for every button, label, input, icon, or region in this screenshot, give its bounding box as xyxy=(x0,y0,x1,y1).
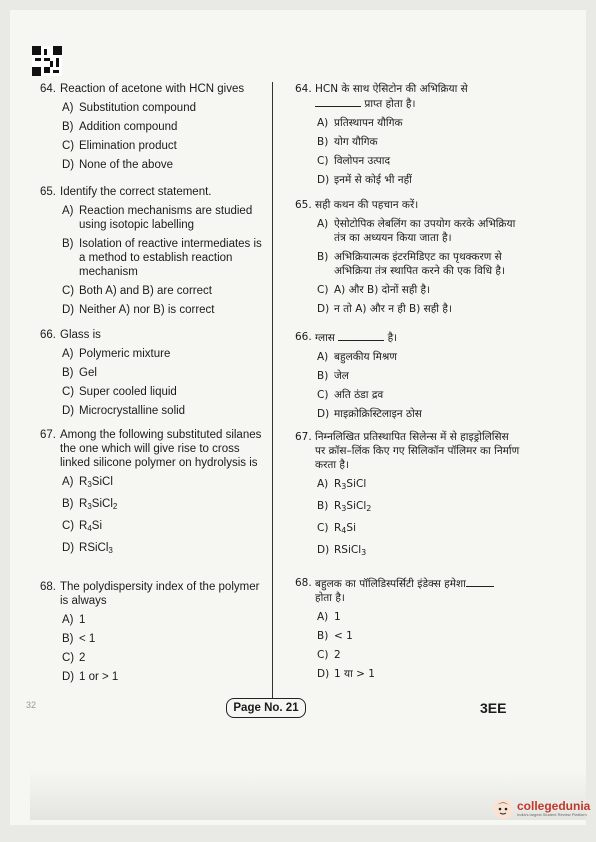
option-a: A) $R_3SiCl$ xyxy=(40,475,265,492)
question-68-hi: 68. बहुलक का पॉलिडिस्पर्सिटी इंडेक्स हमेशा होता है। A) 1 B) < 1 C) 2 D) 1 या > 1 xyxy=(295,576,520,681)
option-c: C) विलोपन उत्पाद xyxy=(317,155,391,167)
option-a: A) प्रतिस्थापन यौगिक xyxy=(317,117,403,129)
option-c: C) Elimination product xyxy=(62,140,177,152)
option-d: D) RSiCl$_3$ xyxy=(40,541,265,558)
formula: RSiCl$_3$ xyxy=(334,544,367,557)
question-64-en: 64. Reaction of acetone with HCN gives A) Substitution compound B) Addition compound C) Elimination product D) None of the above xyxy=(40,82,265,172)
option-b: B) < 1 xyxy=(317,630,353,642)
option-a: A) 1 xyxy=(317,611,341,623)
option-d: D) None of the above xyxy=(62,159,173,171)
formula: $R_4Si$ xyxy=(334,522,356,535)
question-67-en: 67. Among the following substituted silanes the one which will give rise to cross linked silicone polymer on hydrolysis is A) $R_3SiCl$ B) $R_3SiCl_2$ C) $R_4Si$ D) RSiCl$_3$ xyxy=(40,428,265,558)
option-b: B) अभिक्रियात्मक इंटरमिडिएट का पृथक्करण से अभिक्रिया तंत्र स्थापित करने की एक विधि है। xyxy=(317,251,505,277)
option-c: C) 2 xyxy=(62,652,86,664)
collegedunia-watermark xyxy=(492,798,590,820)
question-65-en: 65. Identify the correct statement. A) Reaction mechanisms are studied using isotopic labelling B) Isolation of reactive intermediates is a method to establish reaction mechanism C) Both A) and B) are correct D) Neither A) nor B) is correct xyxy=(40,185,265,317)
option-d: D) माइक्रोक्रिस्टिलाइन ठोस xyxy=(317,408,422,420)
option-b: B) योग यौगिक xyxy=(317,136,378,148)
option-a: A) $R_3SiCl$ xyxy=(295,477,520,494)
booklet-code: 3EE xyxy=(480,700,507,716)
question-64-hi: 64. HCN के साथ ऐसिटोन की अभिक्रिया से प्राप्त होता है। A) प्रतिस्थापन यौगिक B) योग यौगिक C) विलोपन उत्पाद D) इनमें से कोई भी नहीं xyxy=(295,82,520,187)
option-a: A) ऐसोटोपिक लेबलिंग का उपयोग करके अभिक्रिया तंत्र का अध्ययन किया जाता है। xyxy=(317,218,516,244)
question-text: निम्नलिखित प्रतिस्थापित सिलेन्स में से हाइड्रोलिसिस पर क्रॉस–लिंक किए गए सिलिकॉन पॉलिमर का निर्माण करता है। xyxy=(315,431,520,471)
formula: $R_3SiCl_2$ xyxy=(334,500,372,513)
formula: $R_3SiCl$ xyxy=(79,476,113,489)
answer-blank xyxy=(315,96,361,107)
question-text: Among the following substituted silanes the one which will give rise to cross linked silicone polymer on hydrolysis is xyxy=(60,429,262,469)
exam-page xyxy=(10,10,586,825)
option-d: D) Neither A) nor B) is correct xyxy=(62,304,215,316)
qr-code xyxy=(32,46,62,76)
option-d: D) न तो A) और न ही B) सही है। xyxy=(317,303,452,315)
option-b: B) $R_3SiCl_2$ xyxy=(295,499,520,516)
option-d: D) 1 या > 1 xyxy=(317,668,375,680)
page-number: Page No. 21 xyxy=(226,698,306,718)
answer-blank xyxy=(466,576,494,587)
option-b: B) Isolation of reactive intermediates is a method to establish reaction mechanism xyxy=(62,238,262,278)
option-b: B) Addition compound xyxy=(62,121,178,133)
column-divider xyxy=(272,82,273,700)
option-d: D) इनमें से कोई भी नहीं xyxy=(317,174,412,186)
question-66-en: 66. Glass is A) Polymeric mixture B) Gel C) Super cooled liquid D) Microcrystalline solid xyxy=(40,328,265,418)
option-c: C) 2 xyxy=(317,649,341,661)
option-d: D) 1 or > 1 xyxy=(62,671,119,683)
question-65-hi: 65. सही कथन की पहचान करें। A) ऐसोटोपिक लेबलिंग का उपयोग करके अभिक्रिया तंत्र का अध्ययन किया जाता है। B) अभिक्रियात्मक इंटरमिडिएट का पृथक्करण से अभिक्रिया तंत्र स्थापित करने की एक विधि है। C) A) और B) दोनों सही है। D) न तो A) और न ही B) सही है। xyxy=(295,198,520,316)
brand-tagline: India's largest Student Review Platform xyxy=(517,812,587,817)
option-b: B) Gel xyxy=(62,367,97,379)
option-a: A) Polymeric mixture xyxy=(62,348,171,360)
question-text: The polydispersity index of the polymer is always xyxy=(60,581,260,607)
option-b: B) जेल xyxy=(317,370,349,382)
answer-blank xyxy=(338,330,384,341)
formula: RSiCl$_3$ xyxy=(79,542,113,555)
question-text: Identify the correct statement. xyxy=(60,186,212,198)
option-c: C) Both A) and B) are correct xyxy=(62,285,212,297)
option-d: D) Microcrystalline solid xyxy=(62,405,186,417)
option-c: C) $R_4Si$ xyxy=(40,519,265,536)
option-a: A) Substitution compound xyxy=(62,102,196,114)
question-66-hi: 66. ग्लास है। A) बहुलकीय मिश्रण B) जेल C) अति ठंडा द्रव D) माइक्रोक्रिस्टिलाइन ठोस xyxy=(295,330,520,421)
question-67-hi: 67. निम्नलिखित प्रतिस्थापित सिलेन्स में से हाइड्रोलिसिस पर क्रॉस–लिंक किए गए सिलिकॉन पॉलिमर का निर्माण करता है। A) $R_3SiCl$ B) $R_3SiCl_2$ C) $R_4Si$ D) RSiCl$_3$ xyxy=(295,430,520,560)
option-c: C) $R_4Si$ xyxy=(295,521,520,538)
option-c: C) Super cooled liquid xyxy=(62,386,177,398)
question-text: सही कथन की पहचान करें। xyxy=(315,199,419,211)
option-b: B) < 1 xyxy=(62,633,96,645)
option-c: C) A) और B) दोनों सही है। xyxy=(317,284,431,296)
option-a: A) बहुलकीय मिश्रण xyxy=(317,351,397,363)
question-text: ग्लास है। xyxy=(315,332,398,344)
option-a: A) 1 xyxy=(62,614,86,626)
option-a: A) Reaction mechanisms are studied using isotopic labelling xyxy=(62,205,253,231)
formula: $R_3SiCl_2$ xyxy=(79,498,118,511)
student-avatar-icon xyxy=(492,798,514,820)
question-text: Reaction of acetone with HCN gives xyxy=(60,83,245,95)
formula: $R_3SiCl$ xyxy=(334,478,367,491)
brand-name: collegedunia xyxy=(517,799,591,813)
question-68-en: 68. The polydispersity index of the polymer is always A) 1 B) < 1 C) 2 D) 1 or > 1 xyxy=(40,580,265,684)
option-b: B) $R_3SiCl_2$ xyxy=(40,497,265,514)
question-text: बहुलक का पॉलिडिस्पर्सिटी इंडेक्स हमेशा होता है। xyxy=(315,576,520,605)
formula: $R_4Si$ xyxy=(79,520,102,533)
question-text: HCN के साथ ऐसिटोन की अभिक्रिया से प्राप्त होता है। xyxy=(315,83,468,110)
pencil-mark: 32 xyxy=(26,700,37,710)
option-c: C) अति ठंडा द्रव xyxy=(317,389,384,401)
question-text: Glass is xyxy=(60,329,101,341)
option-d: D) RSiCl$_3$ xyxy=(295,543,520,560)
